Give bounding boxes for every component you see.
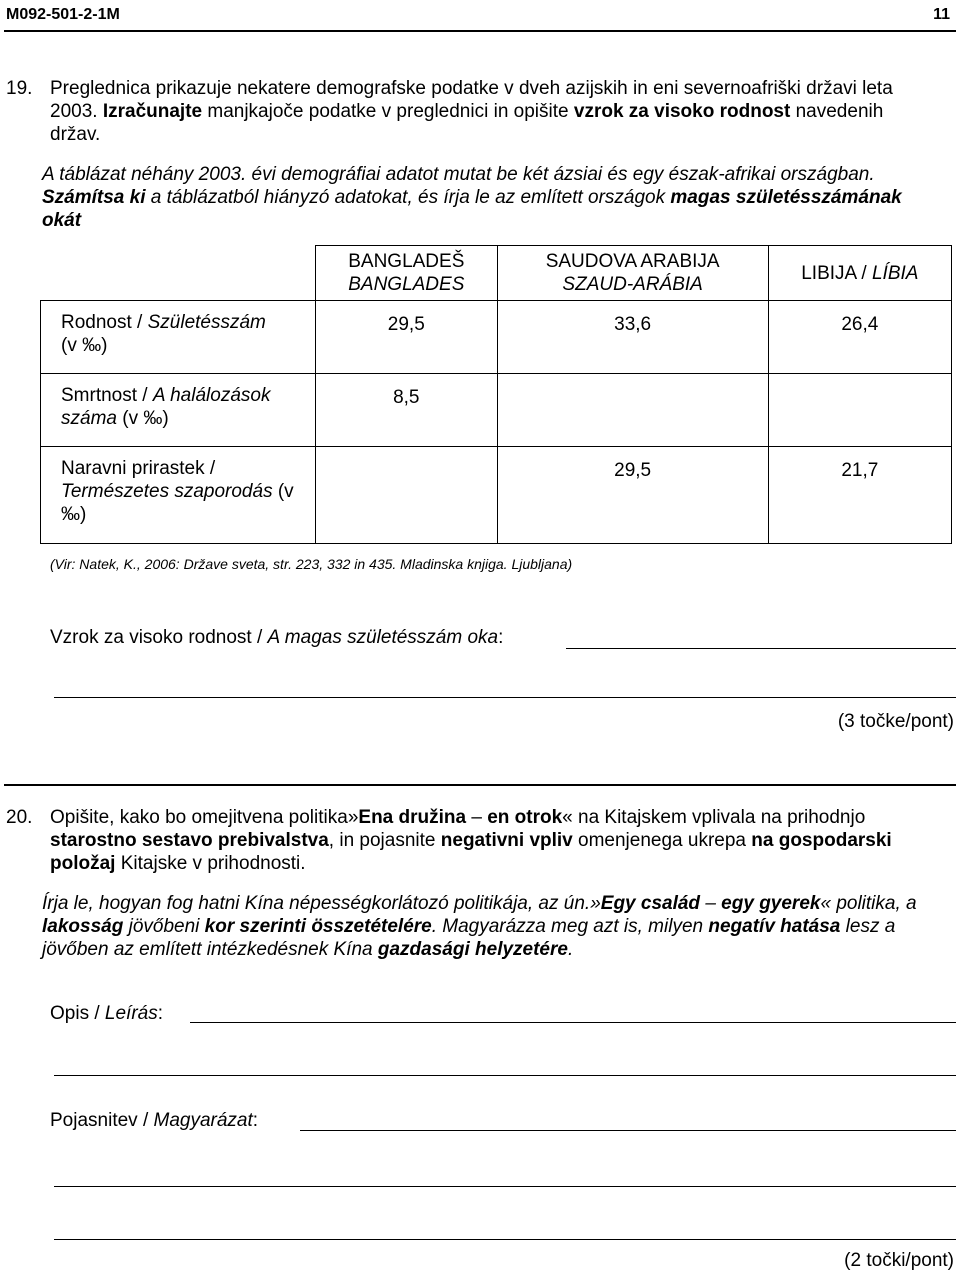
column-header-bangladesh — [316, 246, 498, 301]
column-header-sl: BANGLADEŠ — [348, 251, 465, 272]
question-19-text-sl — [50, 77, 930, 146]
q20-sl-text-1: Opišite, kako bo omejitvena politika» — [50, 807, 359, 828]
answer-label-cause — [50, 626, 503, 649]
q20-sl-bold-1: Ena družina — [358, 807, 467, 828]
answer-label-hu: Leírás — [104, 1003, 158, 1024]
q20-hu-text-5: . Magyarázza meg azt is, milyen — [431, 916, 709, 937]
question-20-text-sl — [50, 806, 950, 875]
q20-hu-text-2: – — [700, 893, 722, 914]
q20-sl-text-5: omenjenega ukrepa — [572, 830, 752, 851]
points-q19: (3 točke/pont) — [837, 711, 954, 732]
answer-label-colon: : — [498, 627, 504, 648]
row-label-unit: (v ‰) — [61, 335, 108, 356]
q20-hu-bold-5: negatív hatása — [708, 916, 841, 937]
row-label-unit: (v ‰) — [61, 481, 294, 525]
document-code: M092-501-2-1M — [6, 6, 120, 23]
answer-label-hu: Magyarázat — [153, 1110, 253, 1131]
answer-label-colon: : — [252, 1110, 259, 1131]
q19-hu-bold-2: magas születésszámának okát — [42, 187, 902, 231]
demographic-table — [40, 245, 952, 544]
q19-sl-text-2: manjkajoče podatke v preglednici in opišite — [202, 101, 574, 122]
answer-line-explain-2[interactable] — [54, 1186, 956, 1187]
table-row-death-rate — [41, 374, 952, 447]
row-label-birth-rate — [41, 301, 316, 374]
cell-birth-rate-libya: 26,4 — [768, 301, 951, 374]
answer-label-hu: A magas születésszám oka — [267, 627, 499, 648]
answer-label-sl: Opis / — [50, 1003, 105, 1024]
column-header-sl: SAUDOVA ARABIJA — [545, 251, 720, 272]
table-source: (Vir: Natek, K., 2006: Države sveta, str. 223, 332 in 435. Mladinska knjiga. Ljubljana) — [50, 556, 573, 572]
answer-label-explain — [50, 1109, 258, 1132]
q20-sl-text-4: , in pojasnite — [328, 830, 441, 851]
points-q20: (2 točki/pont) — [844, 1250, 954, 1271]
answer-label-describe — [50, 1002, 163, 1025]
row-label-natural-increase — [41, 447, 316, 544]
section-divider — [4, 784, 956, 786]
column-header-hu: SZAUD-ARÁBIA — [562, 274, 703, 295]
q20-hu-bold-2: egy gyerek — [721, 893, 821, 914]
cell-natural-increase-libya: 21,7 — [768, 447, 951, 544]
q20-sl-text-3: « na Kitajskem vplivala na prihodnjo — [562, 807, 866, 828]
row-label-sl: Naravni prirastek / — [61, 458, 216, 479]
question-20-number: 20. — [6, 807, 33, 828]
cell-birth-rate-saudi-arabia: 33,6 — [497, 301, 768, 374]
question-19-number: 19. — [6, 78, 33, 99]
row-label-sl: Smrtnost / — [61, 385, 153, 406]
q20-sl-bold-3: starostno sestavo prebivalstva — [50, 830, 329, 851]
answer-line-describe-1[interactable] — [190, 1022, 956, 1023]
table-corner-cell — [41, 246, 316, 301]
table-header-row — [41, 246, 952, 301]
q19-sl-bold-2: vzrok za visoko rodnost — [573, 101, 791, 122]
cell-death-rate-saudi-arabia[interactable] — [497, 374, 768, 447]
row-label-hu: Születésszám — [147, 312, 266, 333]
q20-hu-text-7: . — [567, 939, 574, 960]
q20-hu-text-1: Írja le, hogyan fog hatni Kína népességkorlátozó politikája, az ún.» — [42, 893, 601, 914]
q20-hu-bold-4: kor szerinti összetételére — [204, 916, 432, 937]
cell-death-rate-bangladesh: 8,5 — [316, 374, 498, 447]
row-label-hu: A halálozások száma — [61, 385, 271, 429]
answer-line-explain-3[interactable] — [54, 1239, 956, 1240]
q20-sl-bold-4: negativni vpliv — [440, 830, 573, 851]
q20-sl-bold-2: en otrok — [487, 807, 563, 828]
cell-natural-increase-saudi-arabia: 29,5 — [497, 447, 768, 544]
question-19-text-hu — [42, 163, 922, 232]
page-number: 11 — [933, 6, 950, 23]
cell-natural-increase-bangladesh[interactable] — [316, 447, 498, 544]
answer-label-sl: Vzrok za visoko rodnost / — [50, 627, 268, 648]
table-row-natural-increase — [41, 447, 952, 544]
answer-label-sl: Pojasnitev / — [50, 1110, 154, 1131]
q20-hu-text-3: « politika, a — [820, 893, 917, 914]
q20-hu-text-6: lesz a jövőben az említett intézkedésnek Kína — [42, 916, 896, 960]
answer-line-describe-2[interactable] — [54, 1075, 956, 1076]
q20-sl-bold-5: na gospodarski položaj — [50, 830, 892, 874]
q19-sl-bold-1: Izračunajte — [102, 101, 203, 122]
q19-hu-text-2: a táblázatból hiányzó adatokat, és írja le az említett országok — [145, 187, 671, 208]
row-label-sl: Rodnost / — [61, 312, 148, 333]
column-header-libya — [768, 246, 951, 301]
column-header-sl: LIBIJA / — [801, 262, 872, 284]
q20-hu-bold-1: Egy család — [600, 893, 701, 914]
row-label-hu: Természetes szaporodás — [61, 481, 273, 502]
cell-birth-rate-bangladesh: 29,5 — [316, 301, 498, 374]
q19-sl-text-1: Preglednica prikazuje nekatere demografske podatke v dveh azijskih in eni severnoafriški državi leta 2003. — [50, 78, 893, 122]
column-header-hu: BANGLADES — [348, 274, 465, 295]
column-header-saudi-arabia — [497, 246, 768, 301]
answer-line-cause-1[interactable] — [566, 648, 956, 649]
q19-sl-text-3: navedenih držav. — [50, 101, 884, 145]
q20-hu-bold-3: lakosság — [42, 916, 124, 937]
column-header-hu: LÍBIA — [871, 262, 919, 284]
q19-hu-bold-1: Számítsa ki — [42, 187, 146, 208]
header-divider — [4, 30, 956, 32]
answer-label-colon: : — [157, 1003, 163, 1024]
question-20-text-hu — [42, 892, 952, 961]
row-label-death-rate — [41, 374, 316, 447]
answer-line-explain-1[interactable] — [300, 1130, 956, 1131]
table-row-birth-rate — [41, 301, 952, 374]
q20-hu-bold-6: gazdasági helyzetére — [377, 939, 568, 960]
row-label-unit: (v ‰) — [116, 408, 169, 429]
q20-sl-text-2: – — [466, 807, 488, 828]
q20-sl-text-6: Kitajske v prihodnosti. — [115, 853, 306, 874]
q19-hu-text-1: A táblázat néhány 2003. évi demográfiai adatot mutat be két ázsiai és egy észak-afrikai országban. — [42, 164, 875, 185]
q20-hu-text-4: jövőbeni — [123, 916, 205, 937]
answer-line-cause-2[interactable] — [54, 697, 956, 698]
cell-death-rate-libya[interactable] — [768, 374, 951, 447]
